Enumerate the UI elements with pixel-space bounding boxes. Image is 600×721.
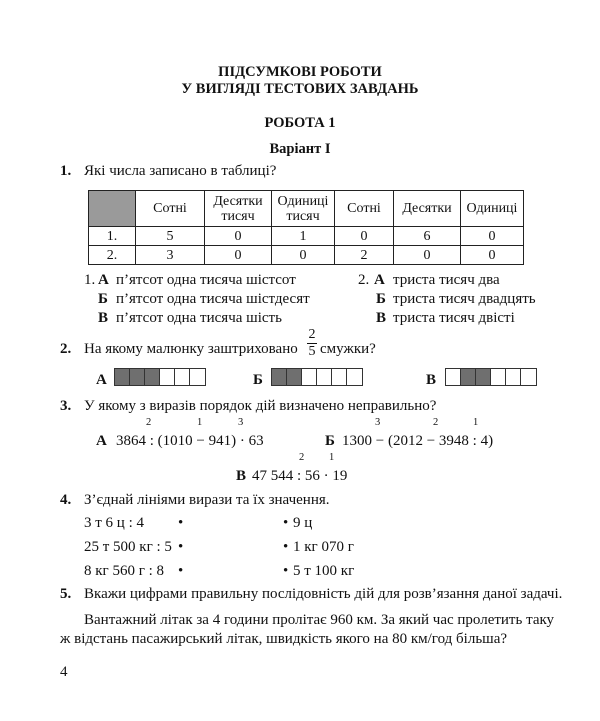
order-mark: 1 <box>473 417 479 428</box>
strip-cell-shaded <box>476 369 491 385</box>
order-mark: 2 <box>146 417 152 428</box>
table-cell: 5 <box>136 227 205 246</box>
table-header-cell: Сотні <box>136 191 205 227</box>
option-b-letter: Б <box>253 372 263 388</box>
option-a-letter: А <box>96 433 107 449</box>
variant-title: Варіант І <box>269 141 331 157</box>
fraction <box>305 327 319 360</box>
row-label: 1. <box>89 227 136 246</box>
table-cell: 0 <box>335 227 394 246</box>
answer-letter: В <box>98 310 109 326</box>
q5-number: 5. <box>60 586 72 602</box>
option-c-letter: В <box>426 372 437 388</box>
right-value: 1 кг 070 г <box>293 539 354 555</box>
strip-cell-shaded <box>130 369 145 385</box>
header-line: тисяч <box>286 208 320 224</box>
option-c-letter: В <box>236 468 247 484</box>
order-mark: 3 <box>375 417 381 428</box>
strip-cell <box>332 369 347 385</box>
strip-b <box>271 368 363 386</box>
table-row <box>89 246 524 265</box>
strip-cell <box>302 369 317 385</box>
table-header-row <box>89 191 524 227</box>
answer-option: триста тисяч двадцять <box>393 291 536 307</box>
strip-cell <box>160 369 175 385</box>
order-mark: 1 <box>329 452 335 463</box>
strip-cell <box>347 369 362 385</box>
heading-line-1: ПІДСУМКОВІ РОБОТИ <box>218 64 382 80</box>
q3-number: 3. <box>60 398 72 414</box>
strip-cell <box>317 369 332 385</box>
answer-group-1-number: 1. <box>84 272 96 288</box>
table-cell: 0 <box>394 246 461 265</box>
answer-option: п’ятсот одна тисяча шістдесят <box>116 291 310 307</box>
connect-dot: • <box>178 563 184 579</box>
left-expression: 3 т 6 ц : 4 <box>84 515 144 531</box>
option-a-letter: А <box>96 372 107 388</box>
table-header-cell: Сотні <box>335 191 394 227</box>
strip-cell <box>506 369 521 385</box>
order-mark: 2 <box>299 452 305 463</box>
strip-cell-shaded <box>115 369 130 385</box>
option-b-letter: Б <box>325 433 335 449</box>
fraction-numerator: 2 <box>308 327 316 342</box>
answer-letter: А <box>98 272 109 288</box>
answer-option: триста тисяч два <box>393 272 500 288</box>
q1-number: 1. <box>60 163 72 179</box>
answer-option: п’ятсот одна тисяча шість <box>116 310 282 326</box>
order-mark: 3 <box>238 417 244 428</box>
header-line: Десятки <box>213 193 263 209</box>
table-header-cell: Одиниці <box>461 191 524 227</box>
q2-number: 2. <box>60 341 72 357</box>
strip-cell-shaded <box>287 369 302 385</box>
table-cell: 0 <box>461 227 524 246</box>
expression-b: 1300 − (2012 − 3948 : 4) <box>342 433 494 449</box>
strip-cell <box>190 369 205 385</box>
left-expression: 8 кг 560 г : 8 <box>84 563 165 579</box>
q5-text: Вкажи цифрами правильну послідовність дій для розв’язання даної задачі. <box>84 586 563 602</box>
table-header-cell <box>272 191 335 227</box>
q4-number: 4. <box>60 492 72 508</box>
order-mark: 2 <box>433 417 439 428</box>
row-label: 2. <box>89 246 136 265</box>
header-line: Одиниці <box>277 193 329 209</box>
connect-dot: • <box>283 539 289 555</box>
heading-line-2: У ВИГЛЯДІ ТЕСТОВИХ ЗАВДАНЬ <box>181 81 419 97</box>
table-corner-cell <box>89 191 136 227</box>
table-row <box>89 227 524 246</box>
table-cell: 0 <box>205 246 272 265</box>
connect-dot: • <box>178 539 184 555</box>
answer-group-2-number: 2. <box>358 272 370 288</box>
table-cell: 0 <box>272 246 335 265</box>
q2-text-before: На якому малюнку заштриховано <box>84 341 298 357</box>
expression-c: 47 544 : 56 · 19 <box>252 468 348 484</box>
problem-line-2: ж відстань пасажирський літак, швидкість якого на 80 км/год більша? <box>60 631 508 647</box>
strip-cell-shaded <box>461 369 476 385</box>
header-line: тисяч <box>221 208 255 224</box>
strip-cell <box>175 369 190 385</box>
answer-letter: Б <box>376 291 386 307</box>
strip-cell <box>446 369 461 385</box>
connect-dot: • <box>283 563 289 579</box>
table-cell: 6 <box>394 227 461 246</box>
strip-a <box>114 368 206 386</box>
table-cell: 1 <box>272 227 335 246</box>
answer-option: п’ятсот одна тисяча шістсот <box>116 272 296 288</box>
connect-dot: • <box>178 515 184 531</box>
strip-cell-shaded <box>272 369 287 385</box>
connect-dot: • <box>283 515 289 531</box>
q2-text-after: смужки? <box>320 341 376 357</box>
table-cell: 3 <box>136 246 205 265</box>
table-header-cell <box>205 191 272 227</box>
problem-line-1: Вантажний літак за 4 години пролітає 960 км. За який час пролетить таку <box>84 612 555 628</box>
strip-cell <box>521 369 536 385</box>
strip-c <box>445 368 537 386</box>
left-expression: 25 т 500 кг : 5 <box>84 539 172 555</box>
q1-text: Які числа записано в таблиці? <box>84 163 277 179</box>
work-title: РОБОТА 1 <box>264 115 336 131</box>
answer-letter: Б <box>98 291 108 307</box>
q4-text: З’єднай лініями вирази та їх значення. <box>84 492 330 508</box>
strip-cell <box>491 369 506 385</box>
right-value: 9 ц <box>293 515 313 531</box>
order-mark: 1 <box>197 417 203 428</box>
answer-letter: В <box>376 310 387 326</box>
table-cell: 2 <box>335 246 394 265</box>
strip-cell-shaded <box>145 369 160 385</box>
page-number: 4 <box>60 664 68 680</box>
expression-a: 3864 : (1010 − 941) · 63 <box>116 433 264 449</box>
q1-table <box>88 190 524 265</box>
right-value: 5 т 100 кг <box>293 563 355 579</box>
answer-option: триста тисяч двісті <box>393 310 515 326</box>
q3-text: У якому з виразів порядок дій визначено неправильно? <box>84 398 437 414</box>
fraction-denominator: 5 <box>308 344 316 359</box>
table-cell: 0 <box>461 246 524 265</box>
table-header-cell: Десятки <box>394 191 461 227</box>
table-cell: 0 <box>205 227 272 246</box>
answer-letter: А <box>374 272 385 288</box>
